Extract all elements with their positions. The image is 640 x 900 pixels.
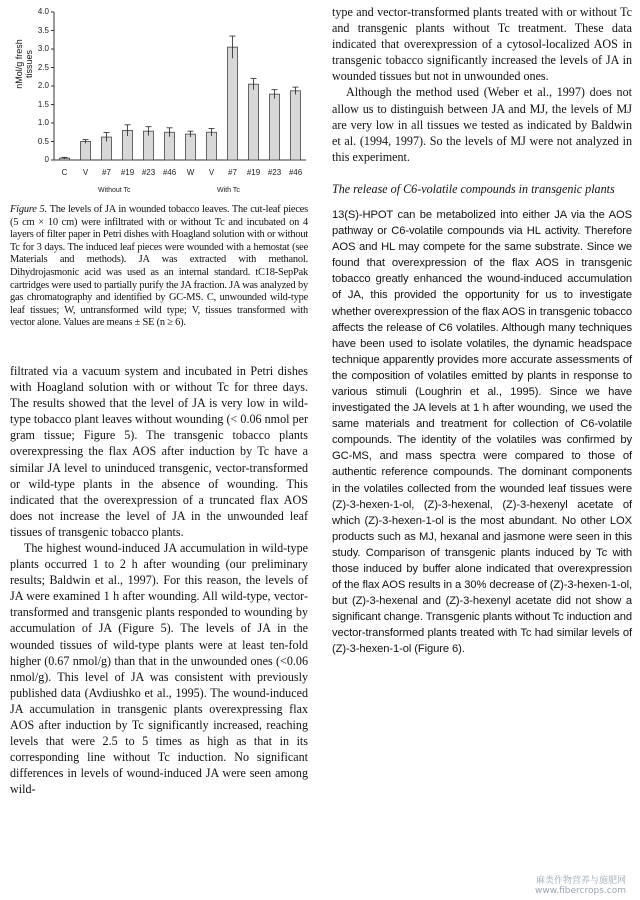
x-tick-label: #7 [228, 168, 237, 177]
x-tick-label: V [82, 168, 89, 177]
figure-caption [10, 204, 308, 330]
y-tick-label: 0 [44, 155, 49, 164]
bar [228, 47, 238, 160]
y-tick-label: 4.0 [37, 7, 49, 16]
group-label-without-tc: Without Tc [98, 187, 131, 194]
x-tick-label: #19 [246, 168, 261, 177]
paragraph: Although the method used (Weber et al., 1997) does not allow us to distinguish between JA and MJ, the levels of MJ are very low in all tissues we tested as indicated by Baldwin et al. (1994, 1997). So the levels of MJ were not analyzed in this experiment. [332, 85, 632, 164]
y-tick-label: 3.5 [37, 25, 49, 35]
x-tick-label: #7 [102, 168, 111, 177]
bar [186, 134, 196, 160]
group-label-with-tc: With Tc [217, 187, 240, 194]
y-tick-label: 1.0 [37, 118, 49, 127]
y-tick-label: 3.0 [37, 44, 49, 53]
watermark [535, 876, 626, 896]
x-tick-label: #23 [267, 168, 282, 177]
figure-label: Figure 5. [10, 204, 47, 215]
left-column [10, 4, 308, 797]
x-tick-label: W [186, 168, 195, 177]
y-tick-label: 2.5 [37, 62, 49, 72]
x-tick-label: #46 [162, 168, 177, 177]
left-body-text [10, 363, 308, 798]
x-tick-label: C [61, 168, 68, 177]
paragraph: 13(S)-HPOT can be metabolized into either JA via the AOS pathway or C6-volatile compounds via HL activity. Therefore AOS and HL may compete for the same substrate. Since we found that overexpression of the flax AOS in transgenic tobacco greatly enhanced the wound-induced accumulation of JA, this provided the opportunity for us to investigate whether overexpression of the flax AOS in transgenic tobacco affects the release of C6 volatiles. Although many techniques have been used to isolate volatiles, the dynamic headspace technique apparently provides more accurate assessments of the composition of volatiles emitted by plants in response to various stimuli (Loughrin et al., 1995). Since we have investigated the JA levels at 1 h after wounding, we used the same materials and treatment for collection of C6-volatile compounds. The identity of the volatiles was confirmed by GC-MS, and mass spectra were compared to those of authentic reference compounds. The dominant components in the volatiles collected from the wounded leaf tissues were (Z)-3-hexen-1-ol, (Z)-3-hexenal, (Z)-3-hexenyl acetate of which (Z)-3-hexen-1-ol is the most abundant. No other LOX products such as MJ, hexanal and jasmone were seen in this study. Comparison of transgenic plants induced by Tc with those induced by buffer alone indicated that overexpression of the flax AOS results in a 30% decrease of (Z)-3-hexen-1-ol, but (Z)-3-hexenal and (Z)-3-hexenyl acetate did not show a significant change. Transgenic plants without Tc induction and vector-transformed plants treated with Tc had similar levels of (Z)-3-hexen-1-ol (Figure 6). [332, 208, 632, 656]
y-tick-label: 1.5 [37, 99, 49, 109]
bar [249, 84, 259, 160]
x-tick-label: #19 [120, 168, 135, 177]
y-axis-label: nMol/g fresh tissues [14, 39, 34, 89]
y-tick-label: 2.0 [37, 81, 49, 90]
bar [270, 94, 280, 160]
paragraph: type and vector-transformed plants treated with or without Tc and transgenic plants without Tc treatment. These data indicated that overexpression of a cytosol-localized AOS in transgenic tobacco significantly increased the levels of JA in wounded tissues but not in unwounded ones. [332, 5, 632, 84]
figure-5-chart [10, 4, 308, 196]
section-heading: The release of C6-volatile compounds in transgenic plants [332, 181, 615, 196]
x-tick-label: V [208, 168, 215, 177]
paragraph: The highest wound-induced JA accumulation in wild-type plants occurred 1 to 2 h after wounding (our preliminary results; Baldwin et al., 1997). For this reason, the levels of JA were examined 1 h after wounding. All wild-type, vector-transformed and transgenic plants responded to wounding by accumulation of JA (Figure 5). The levels of JA in the wounded tissues of wild-type plants were at least ten-fold higher (0.67 nmol/g) than that in the unwounded ones (<0.06 nmol/g). This level of JA was consistent with previously published data (Avdiushko et al., 1995). The wound-induced JA accumulation in transgenic plants overexpressing flax AOS after induction by Tc significantly increased, reaching levels that were 2.5 to 5 times as high as that in its corresponding line without Tc induction. No significant differences in levels of wound-induced JA were seen among wild- [10, 540, 308, 797]
bar [291, 91, 301, 160]
paragraph: filtrated via a vacuum system and incubated in Petri dishes with Hoagland solution with or without Tc for three days. The results showed that the level of JA is very low in wild-type tobacco plant leaves without wounding (< 0.06 nmol per gram tissue; Figure 5). The transgenic tobacco plants overexpressing the flax AOS after induction by Tc have a similar JA level to uninduced transgenic, vector-transformed or wild-type plants in the absence of wounding. This indicated that the overexpression of a truncated flax AOS does not increase the level of JA in the unwounded leaf tissues of transgenic tobacco plants. [10, 363, 308, 539]
bar [207, 132, 217, 160]
caption-text: The levels of JA in wounded tobacco leaves. The cut-leaf pieces (5 cm × 10 cm) were infiltrated with or without Tc and incubated on 4 layers of filter paper in Petri dishes with Hoagland solution with or without Tc for 3 days. The induced leaf pieces were wounded with a hemostat (see Materials and methods). JA was extracted with methanol. Dihydrojasmonic acid was used as an internal standard. tC18-SepPak cartridges were used to partially purify the JA fraction. JA was analyzed by gas chromatography and identified by GC-MS. C, unwounded wild-type leaf tissues; W, untransformed wild type; V, tissues transformed with vector alone. Values are means ± SE (n ≥ 6). [10, 204, 308, 329]
y-tick-label: 0.5 [37, 136, 49, 146]
right-column [332, 4, 632, 658]
watermark-line-1: 麻类作物营养与施肥网 [535, 876, 626, 886]
x-tick-label: #23 [141, 168, 156, 177]
bar [81, 142, 91, 161]
x-tick-label: #46 [288, 168, 303, 177]
watermark-line-2: www.fibercrops.com [535, 886, 626, 896]
